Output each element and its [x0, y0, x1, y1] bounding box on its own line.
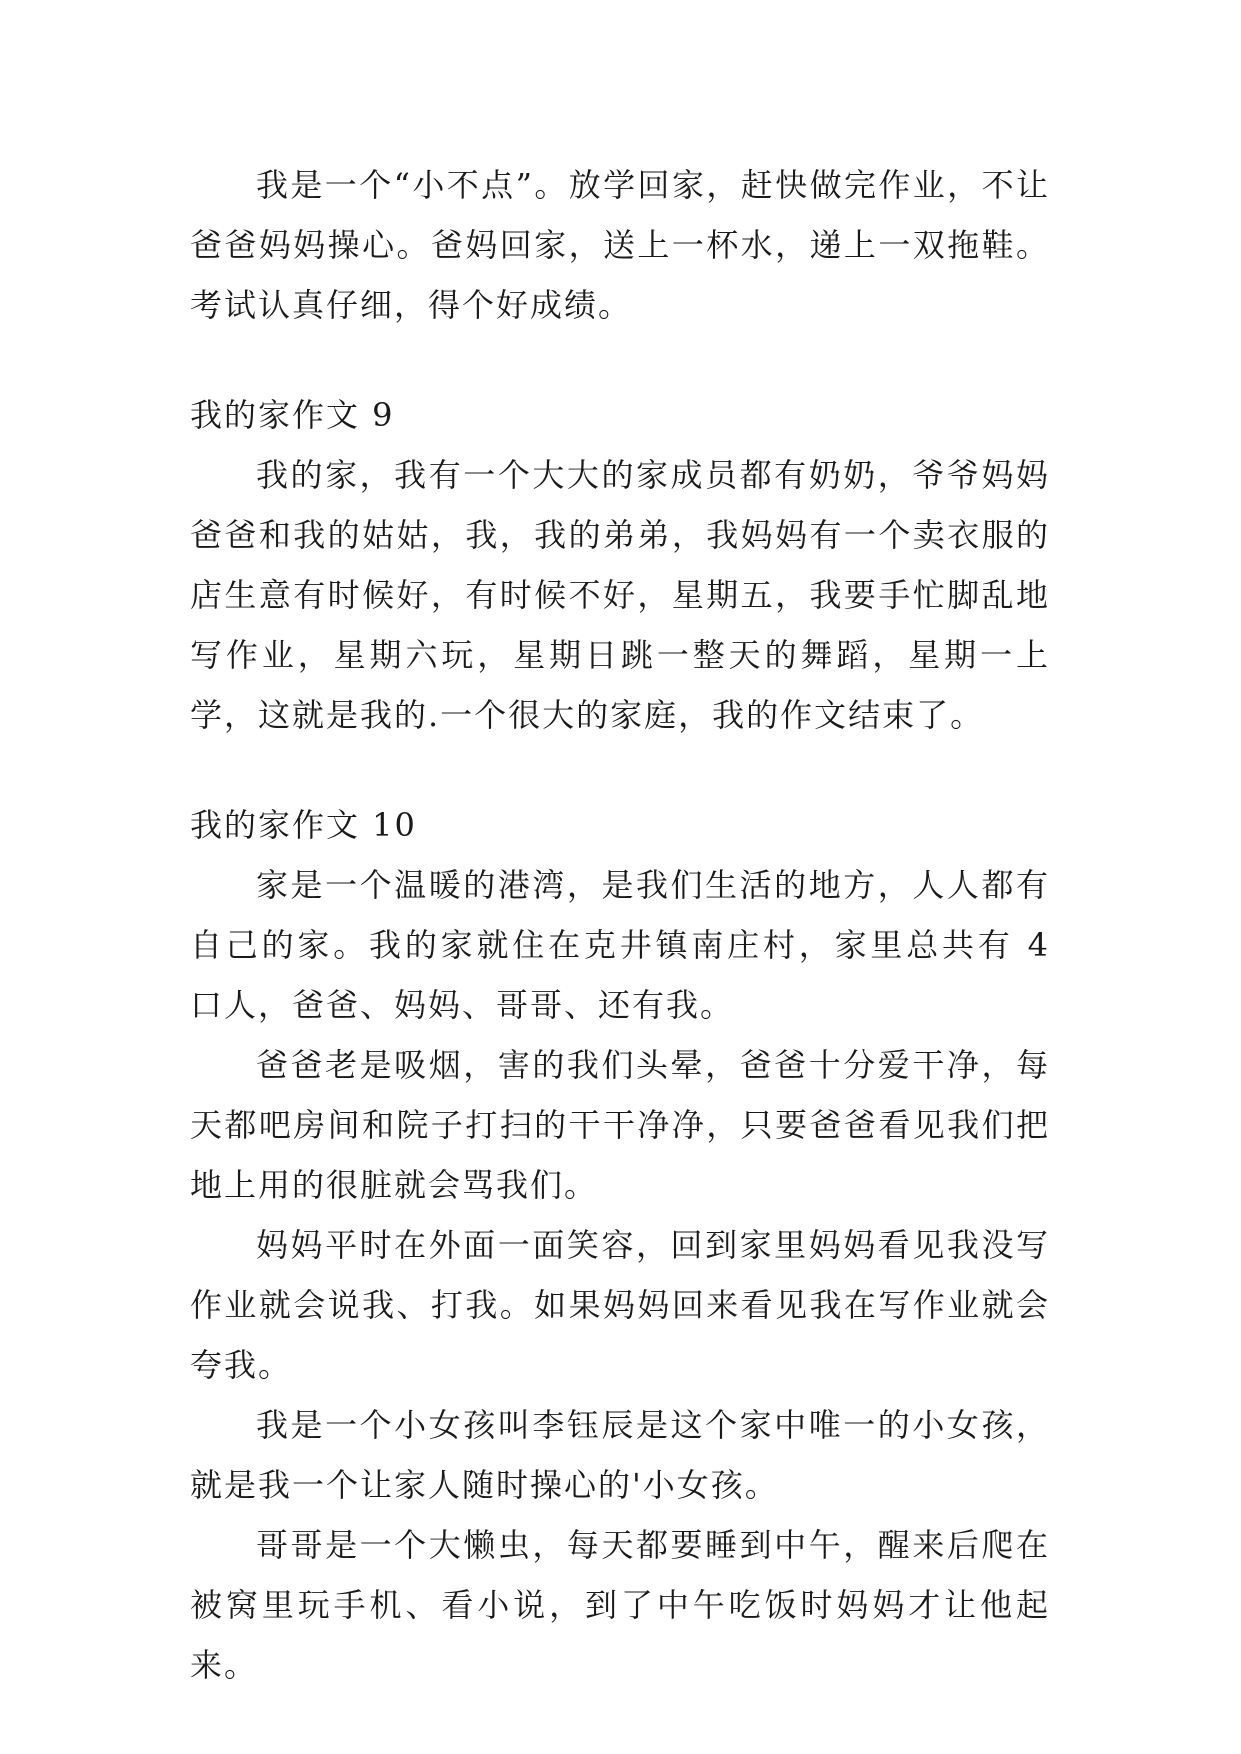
paragraph: 我是一个小女孩叫李钰辰是这个家中唯一的小女孩，就是我一个让家人随时操心的'小女孩。: [190, 1406, 1050, 1504]
section-spacer: [190, 745, 1050, 795]
paragraph: 我的家，我有一个大大的家成员都有奶奶，爷爷妈妈爸爸和我的姑姑，我，我的弟弟，我妈妈有一个卖衣服的店生意有时候好，有时候不好，星期五，我要手忙脚乱地写作业，星期六玩，星期日跳一整天的舞蹈，星期一上学，这就是我的.一个很大的家庭，我的作文结束了。: [190, 456, 1050, 734]
section-heading-10: 我的家作文 10: [190, 806, 417, 844]
paragraph: 妈妈平时在外面一面笑容，回到家里妈妈看见我没写作业就会说我、打我。如果妈妈回来看见我在写作业就会夸我。: [190, 1226, 1050, 1384]
paragraph: 我是一个“小不点”。放学回家，赶快做完作业，不让爸爸妈妈操心。爸妈回家，送上一杯水，递上一双拖鞋。考试认真仔细，得个好成绩。: [190, 166, 1050, 324]
document-body: [190, 155, 1050, 1695]
section-spacer: [190, 335, 1050, 385]
paragraph: 哥哥是一个大懒虫，每天都要睡到中午，醒来后爬在被窝里玩手机、看小说，到了中午吃饭时妈妈才让他起来。: [190, 1526, 1050, 1684]
section-heading-9: 我的家作文 9: [190, 396, 395, 434]
paragraph: 爸爸老是吸烟，害的我们头晕，爸爸十分爱干净，每天都吧房间和院子打扫的干干净净，只要爸爸看见我们把地上用的很脏就会骂我们。: [190, 1046, 1050, 1204]
paragraph: 家是一个温暖的港湾，是我们生活的地方，人人都有自己的家。我的家就住在克井镇南庄村，家里总共有 4 口人，爸爸、妈妈、哥哥、还有我。: [190, 866, 1050, 1024]
